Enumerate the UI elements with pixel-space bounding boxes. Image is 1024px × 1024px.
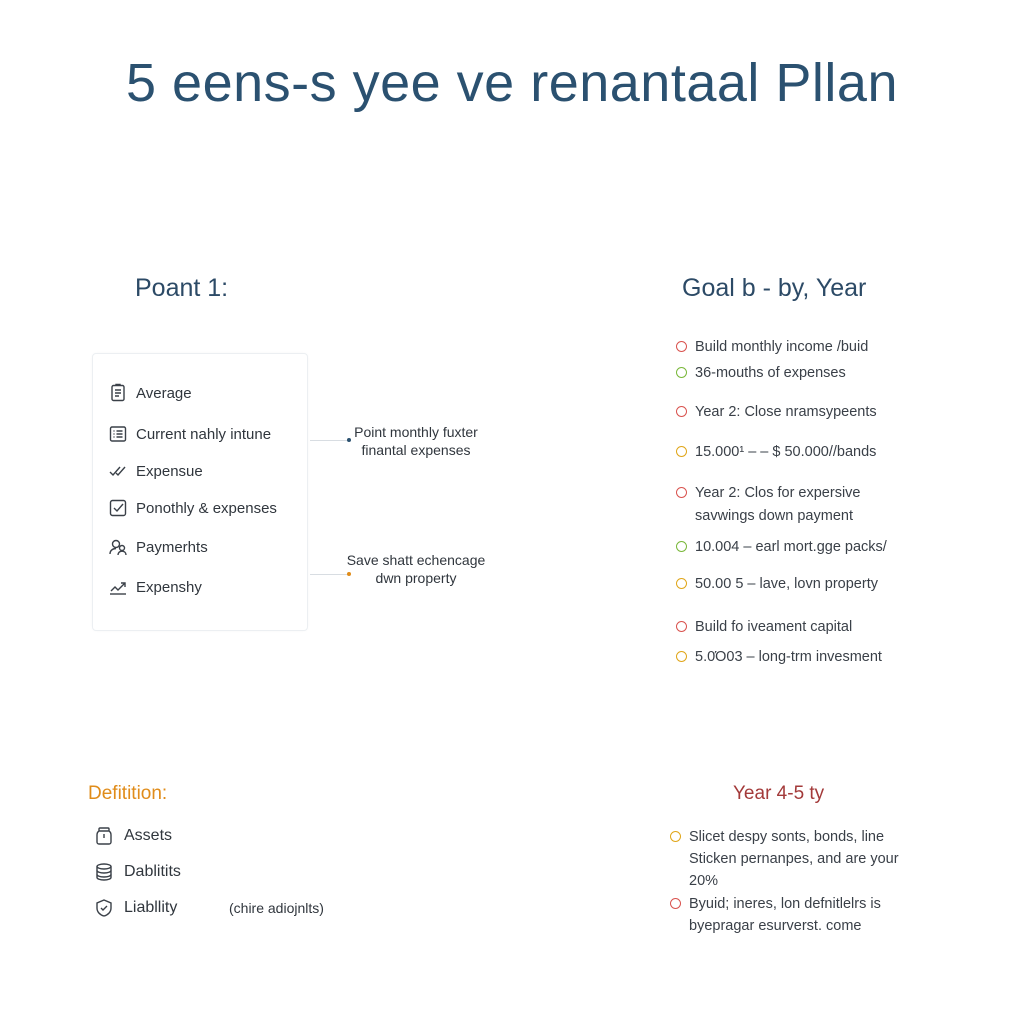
goal-text: 10.004 – earl mort.gge packs/ [695,539,887,555]
trend-icon [108,577,128,597]
goal-text-line2: savwings down payment [695,508,853,524]
goal-text-line3: 20% [689,873,719,889]
goal-item [676,401,877,424]
definitions-note: (chire adiojnlts) [229,900,324,916]
goal-item [676,362,846,385]
circle-icon [676,406,687,417]
goal-text-line2: byepragar esurverst. come [689,918,862,934]
circle-icon [676,367,687,378]
goal-text: 15.000¹ – – $ 50.000//bands [695,444,877,460]
circle-icon [676,341,687,352]
goal-text: Slicet despy sonts, bonds, line [689,829,885,845]
card-item-expensue [108,461,203,481]
card-item-payments [108,537,208,557]
users-icon [108,537,128,557]
left-heading: Poant 1: [135,274,229,302]
callout-save: Save shatt echencage dwn property [346,552,486,586]
definition-assets [94,826,172,846]
circle-icon [676,621,687,632]
circle-icon [676,651,687,662]
year45-goal-item [670,826,899,892]
card-item-label: Paymerhts [136,538,208,556]
goal-item [676,646,882,669]
coins-icon [94,862,114,882]
circle-icon [670,831,681,842]
card-item-label: Average [136,384,192,402]
card-item-label: Ponothly & expenses [136,499,277,517]
page-title: 5 eens-s yee ve renantaal Pllan [126,53,898,113]
circle-icon [676,446,687,457]
goal-text: 5.0Ό03 – long-trm invesment [695,649,882,665]
goal-text-line2: Sticken pernanpes, and are your [689,851,899,867]
circle-icon [670,898,681,909]
card-item-average [108,383,192,403]
goal-item [676,536,887,559]
goal-item [676,441,876,464]
goal-item [676,573,878,596]
card-item-label: Expenshy [136,578,202,596]
definition-label: Dablitits [124,863,181,880]
connector-line [310,574,348,575]
right-heading: Goal b - by, Year [682,274,867,302]
card-item-current-income [108,424,271,444]
definition-dablitits [94,862,181,882]
goal-text: Year 2: Close nramsypeents [695,404,877,420]
circle-icon [676,487,687,498]
card-item-label: Expensue [136,462,203,480]
goal-text: Build fo iveament capital [695,619,853,635]
card-item-label: Current nahly intune [136,425,272,443]
list-icon [108,424,128,444]
definition-label: Assets [124,827,173,844]
goal-text: Byuid; ineres, lon defnitlelrs is [689,896,881,912]
goal-text: Year 2: Clos for expersive [695,485,861,501]
goal-text: 50.00 5 – lave, lovn property [695,576,878,592]
definitions-heading: Defitition: [88,783,168,804]
shield-icon [94,898,114,918]
goal-item [676,616,852,639]
year45-goal-item [670,893,881,937]
goal-item [676,336,868,359]
checkbox-icon [108,498,128,518]
checklist-icon [108,383,128,403]
connector-line [310,440,348,441]
double-check-icon [108,461,128,481]
definition-label: Liabllity [124,899,178,916]
goal-text: Build monthly income /buid [695,339,869,355]
definition-liability [94,898,177,918]
circle-icon [676,578,687,589]
callout-monthly: Point monthly fuxter finantal expenses [354,424,478,458]
goal-text: 36-mouths of expenses [695,365,846,381]
year45-heading: Year 4-5 ty [733,783,825,804]
card-item-expenshy [108,577,202,597]
circle-icon [676,541,687,552]
jar-icon [94,826,114,846]
goal-item [676,482,861,528]
card-item-ponothly [108,498,277,518]
